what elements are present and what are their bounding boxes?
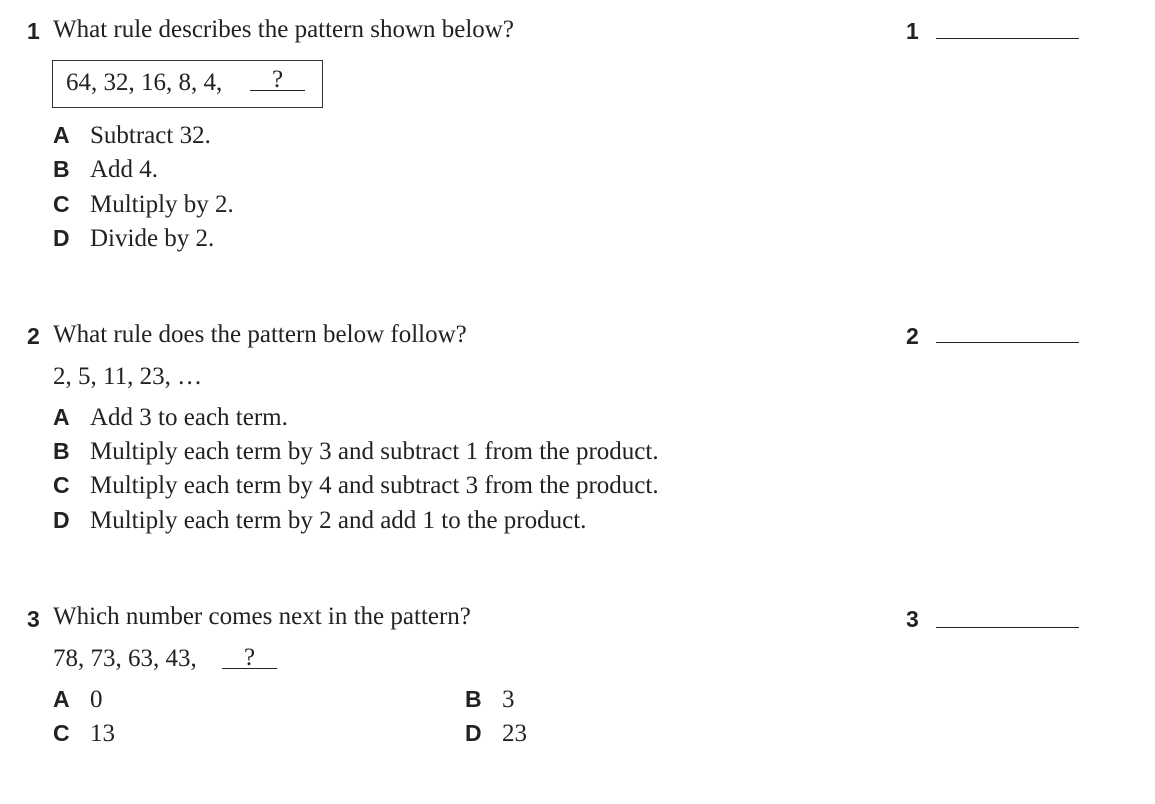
answer-line[interactable] bbox=[936, 627, 1079, 628]
option-letter: C bbox=[53, 720, 70, 746]
question-prompt: Which number comes next in the pattern? bbox=[53, 603, 471, 630]
option-text: Add 4. bbox=[90, 156, 159, 183]
option-letter: B bbox=[53, 438, 70, 464]
answer-label: 3 bbox=[906, 606, 919, 632]
option-text: Multiply by 2. bbox=[90, 191, 234, 218]
option-letter: C bbox=[53, 191, 70, 217]
option-text: Multiply each term by 4 and subtract 3 from the product. bbox=[90, 472, 659, 499]
answer-line[interactable] bbox=[936, 38, 1079, 39]
option-text: Subtract 32. bbox=[90, 122, 211, 149]
question-number: 3 bbox=[27, 606, 40, 632]
option-text: 23 bbox=[502, 720, 527, 747]
option-text: 3 bbox=[502, 686, 515, 713]
question-prompt: What rule describes the pattern shown below? bbox=[53, 16, 514, 43]
question-prompt: What rule does the pattern below follow? bbox=[53, 321, 467, 348]
option-letter: B bbox=[465, 686, 482, 712]
option-letter: D bbox=[53, 225, 70, 251]
option-text: Multiply each term by 2 and add 1 to the product. bbox=[90, 507, 587, 534]
answer-label: 1 bbox=[906, 18, 919, 44]
option-text: Divide by 2. bbox=[90, 225, 215, 252]
option-letter: A bbox=[53, 122, 70, 148]
answer-line[interactable] bbox=[936, 342, 1079, 343]
option-text: Multiply each term by 3 and subtract 1 from the product. bbox=[90, 438, 659, 465]
option-letter: D bbox=[53, 507, 70, 533]
question-number: 1 bbox=[27, 18, 40, 44]
option-text: 0 bbox=[90, 686, 103, 713]
option-letter: A bbox=[53, 404, 70, 430]
option-text: 13 bbox=[90, 720, 115, 747]
option-letter: B bbox=[53, 156, 70, 182]
answer-label: 2 bbox=[906, 323, 919, 349]
pattern-sequence: 64, 32, 16, 8, 4, bbox=[66, 69, 223, 96]
option-letter: A bbox=[53, 686, 70, 712]
option-letter: C bbox=[53, 472, 70, 498]
option-text: Add 3 to each term. bbox=[90, 404, 288, 431]
pattern-sequence: 2, 5, 11, 23, … bbox=[53, 363, 203, 390]
pattern-blank: ? bbox=[222, 648, 277, 669]
question-number: 2 bbox=[27, 323, 40, 349]
pattern-blank: ? bbox=[250, 70, 305, 91]
option-letter: D bbox=[465, 720, 482, 746]
pattern-sequence: 78, 73, 63, 43, bbox=[53, 645, 197, 672]
